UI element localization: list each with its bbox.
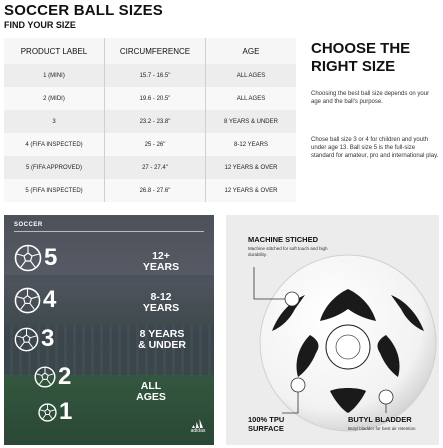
soccer-label: SOCCER — [14, 222, 43, 228]
age-label-all-ages: ALL AGES — [136, 380, 166, 403]
size-number: 5 — [44, 244, 58, 271]
butyl-bladder-description: Butyl bladder for best air retention — [348, 426, 416, 431]
soccer-ball-icon — [14, 287, 41, 314]
table-row — [4, 179, 296, 202]
page-subtitle: FIND YOUR SIZE — [4, 20, 76, 30]
choose-size-paragraph-1: Choosing the best ball size depends on your age and the ball's purpose. — [311, 91, 430, 106]
cell-circumference: 26.8 - 27.6" — [105, 179, 206, 202]
size-number: 2 — [58, 363, 72, 390]
cell-product-label: 1 (MINI) — [4, 64, 105, 87]
butyl-bladder-title: BUTYL BLADDER — [348, 415, 412, 424]
cell-age: 8 YEARS & UNDER — [206, 110, 297, 133]
sizes-by-age-panel — [4, 215, 214, 445]
size-row-1 — [38, 398, 72, 426]
soccer-ball-icon — [14, 327, 39, 352]
table-row — [4, 133, 296, 156]
cell-age: 8-12 YEARS — [206, 133, 297, 156]
choose-size-heading: CHOOSE THE RIGHT SIZE — [311, 40, 411, 75]
adidas-logo: adidas — [184, 419, 212, 434]
column-header-circumference: CIRCUMFERENCE — [105, 38, 206, 64]
table-row — [4, 87, 296, 110]
size-row-3 — [14, 325, 54, 353]
cell-circumference: 15.7 - 16.5" — [105, 64, 206, 87]
size-row-5 — [14, 244, 57, 272]
adidas-stripes-icon — [191, 419, 205, 428]
size-number: 4 — [43, 286, 57, 313]
tpu-surface-title: 100% TPU SURFACE — [248, 415, 285, 433]
size-row-4 — [14, 286, 56, 314]
size-number: 1 — [59, 398, 73, 425]
cell-product-label: 5 (FIFA INSPECTED) — [4, 179, 105, 202]
cell-circumference: 23.2 - 23.8" — [105, 110, 206, 133]
cell-circumference: 27 - 27.4" — [105, 156, 206, 179]
cell-circumference: 25 - 26" — [105, 133, 206, 156]
cell-age: ALL AGES — [206, 87, 297, 110]
table-row — [4, 110, 296, 133]
machine-stitched-description: Machine stitched for soft touch and high durability. — [248, 246, 328, 257]
soccer-ball-icon — [14, 244, 42, 272]
size-row-2 — [34, 363, 71, 391]
column-header-product-label: PRODUCT LABEL — [4, 38, 105, 64]
choose-size-paragraph-2: Chose ball size 3 or 4 for children and youth under age 13. Ball size 5 is the full-size standard for amateur, pro and international play. — [311, 137, 439, 160]
table-row — [4, 64, 296, 87]
table-header-row — [4, 38, 296, 64]
soccer-ball-icon — [38, 403, 57, 422]
cell-age: ALL AGES — [206, 64, 297, 87]
age-label: 12+ YEARS — [142, 250, 180, 273]
table-row — [4, 156, 296, 179]
cell-circumference: 19.6 - 20.5" — [105, 87, 206, 110]
ball-features-panel — [226, 215, 439, 445]
size-number: 3 — [41, 325, 55, 352]
divider — [14, 231, 204, 232]
machine-stitched-title: MACHINE STICHED — [248, 235, 319, 244]
cell-age: 12 YEARS & OVER — [206, 179, 297, 202]
cell-product-label: 3 — [4, 110, 105, 133]
soccer-ball-icon — [34, 366, 56, 388]
age-label: 8-12 YEARS — [142, 291, 180, 314]
size-table — [4, 38, 296, 202]
column-header-age: AGE — [206, 38, 297, 64]
page-title: SOCCER BALL SIZES — [4, 2, 163, 19]
cell-product-label: 5 (FIFA APPROVED) — [4, 156, 105, 179]
cell-age: 12 YEARS & OVER — [206, 156, 297, 179]
cell-product-label: 4 (FIFA INSPECTED) — [4, 133, 105, 156]
age-label: 8 YEARS & UNDER — [138, 328, 186, 351]
cell-product-label: 2 (MIDI) — [4, 87, 105, 110]
